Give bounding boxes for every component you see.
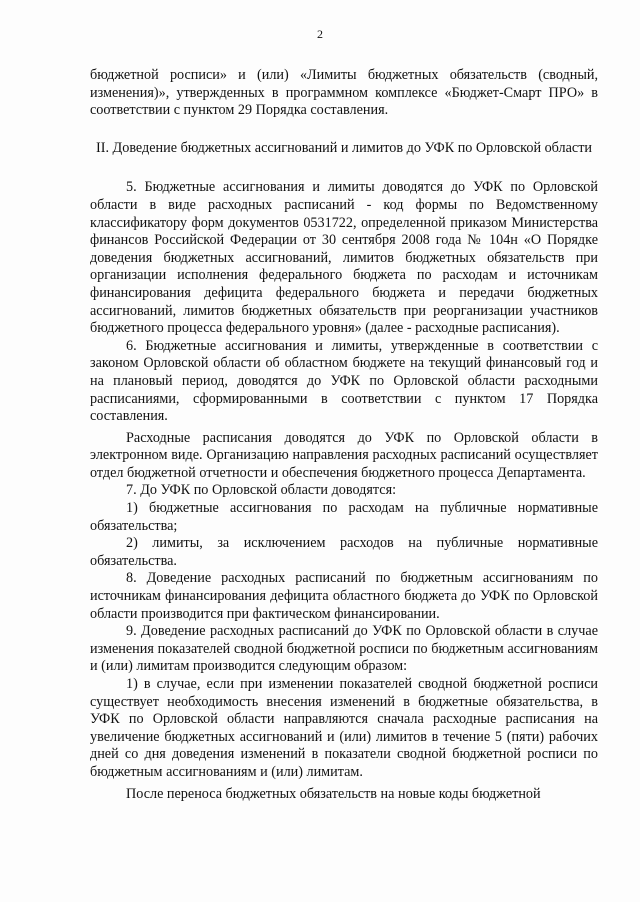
paragraph-7-item-2: 2) лимиты, за исключением расходов на публичные нормативные обязательства. xyxy=(90,535,598,569)
paragraph-7-item-1: 1) бюджетные ассигнования по расходам на публичные нормативные обязательства; xyxy=(90,500,598,534)
section-heading: II. Доведение бюджетных ассигнований и лимитов до УФК по Орловской области xyxy=(96,139,593,156)
paragraph-7: 7. До УФК по Орловской области доводятся: xyxy=(126,482,397,499)
paragraph-6: 6. Бюджетные ассигнования и лимиты, утвержденные в соответствии с законом Орловской области об областном бюджете на текущий финансовый год и на плановый период, доводятся до УФК по Орловской области расходными расписаниями, сформированными в соответствии с пунктом 17 Порядка составления. xyxy=(90,337,598,425)
paragraph-5: 5. Бюджетные ассигнования и лимиты доводятся до УФК по Орловской области в виде расходных расписаний - код формы по Ведомственному классификатору форм документов 0531722, определенной приказом Министерства финансов Российской Федерации от 30 сентября 2008 года № 104н «О Порядке доведения бюджетных ассигнований, лимитов бюджетных обязательств при организации исполнения федерального бюджета по расходам и источникам финансирования дефицита федерального бюджета и передачи бюджетных ассигнований, лимитов бюджетных обязательств при реорганизации участников бюджетного процесса федерального уровня» (далее - расходные расписания). xyxy=(90,179,598,337)
paragraph-9-item-1: 1) в случае, если при изменении показателей сводной бюджетной росписи существует необходимость внесения изменений в бюджетные обязательства, в УФК по Орловской области направляются сначала расходные расписания на увеличение бюджетных ассигнований и (или) лимитов в течение 5 (пяти) рабочих дней со дня доведения изменений в показатели сводной бюджетной росписи по бюджетным ассигнованиям и (или) лимитам. xyxy=(90,676,598,780)
paragraph-intro: бюджетной росписи» и (или) «Лимиты бюджетных обязательств (сводный, изменения)», утвержденных в программном комплексе «Бюджет-Смарт ПРО» в соответствии с пунктом 29 Порядка составления. xyxy=(90,67,598,119)
paragraph-9: 9. Доведение расходных расписаний до УФК по Орловской области в случае изменения показателей сводной бюджетной росписи по бюджетным ассигнованиям и (или) лимитам производится следующим образом: xyxy=(90,623,598,675)
paragraph-8: 8. Доведение расходных расписаний по бюджетным ассигнованиям по источникам финансирования дефицита областного бюджета до УФК по Орловской области производится при фактическом финансировании. xyxy=(90,570,598,622)
paragraph-6-continued: Расходные расписания доводятся до УФК по Орловской области в электронном виде. Организацию направления расходных расписаний осуществляет отдел бюджетной отчетности и обеспечения бюджетного процесса Департамента. xyxy=(90,429,598,481)
page-number: 2 xyxy=(317,27,323,41)
paragraph-9-tail: После переноса бюджетных обязательств на новые коды бюджетной xyxy=(126,785,541,802)
document-body xyxy=(90,67,598,803)
